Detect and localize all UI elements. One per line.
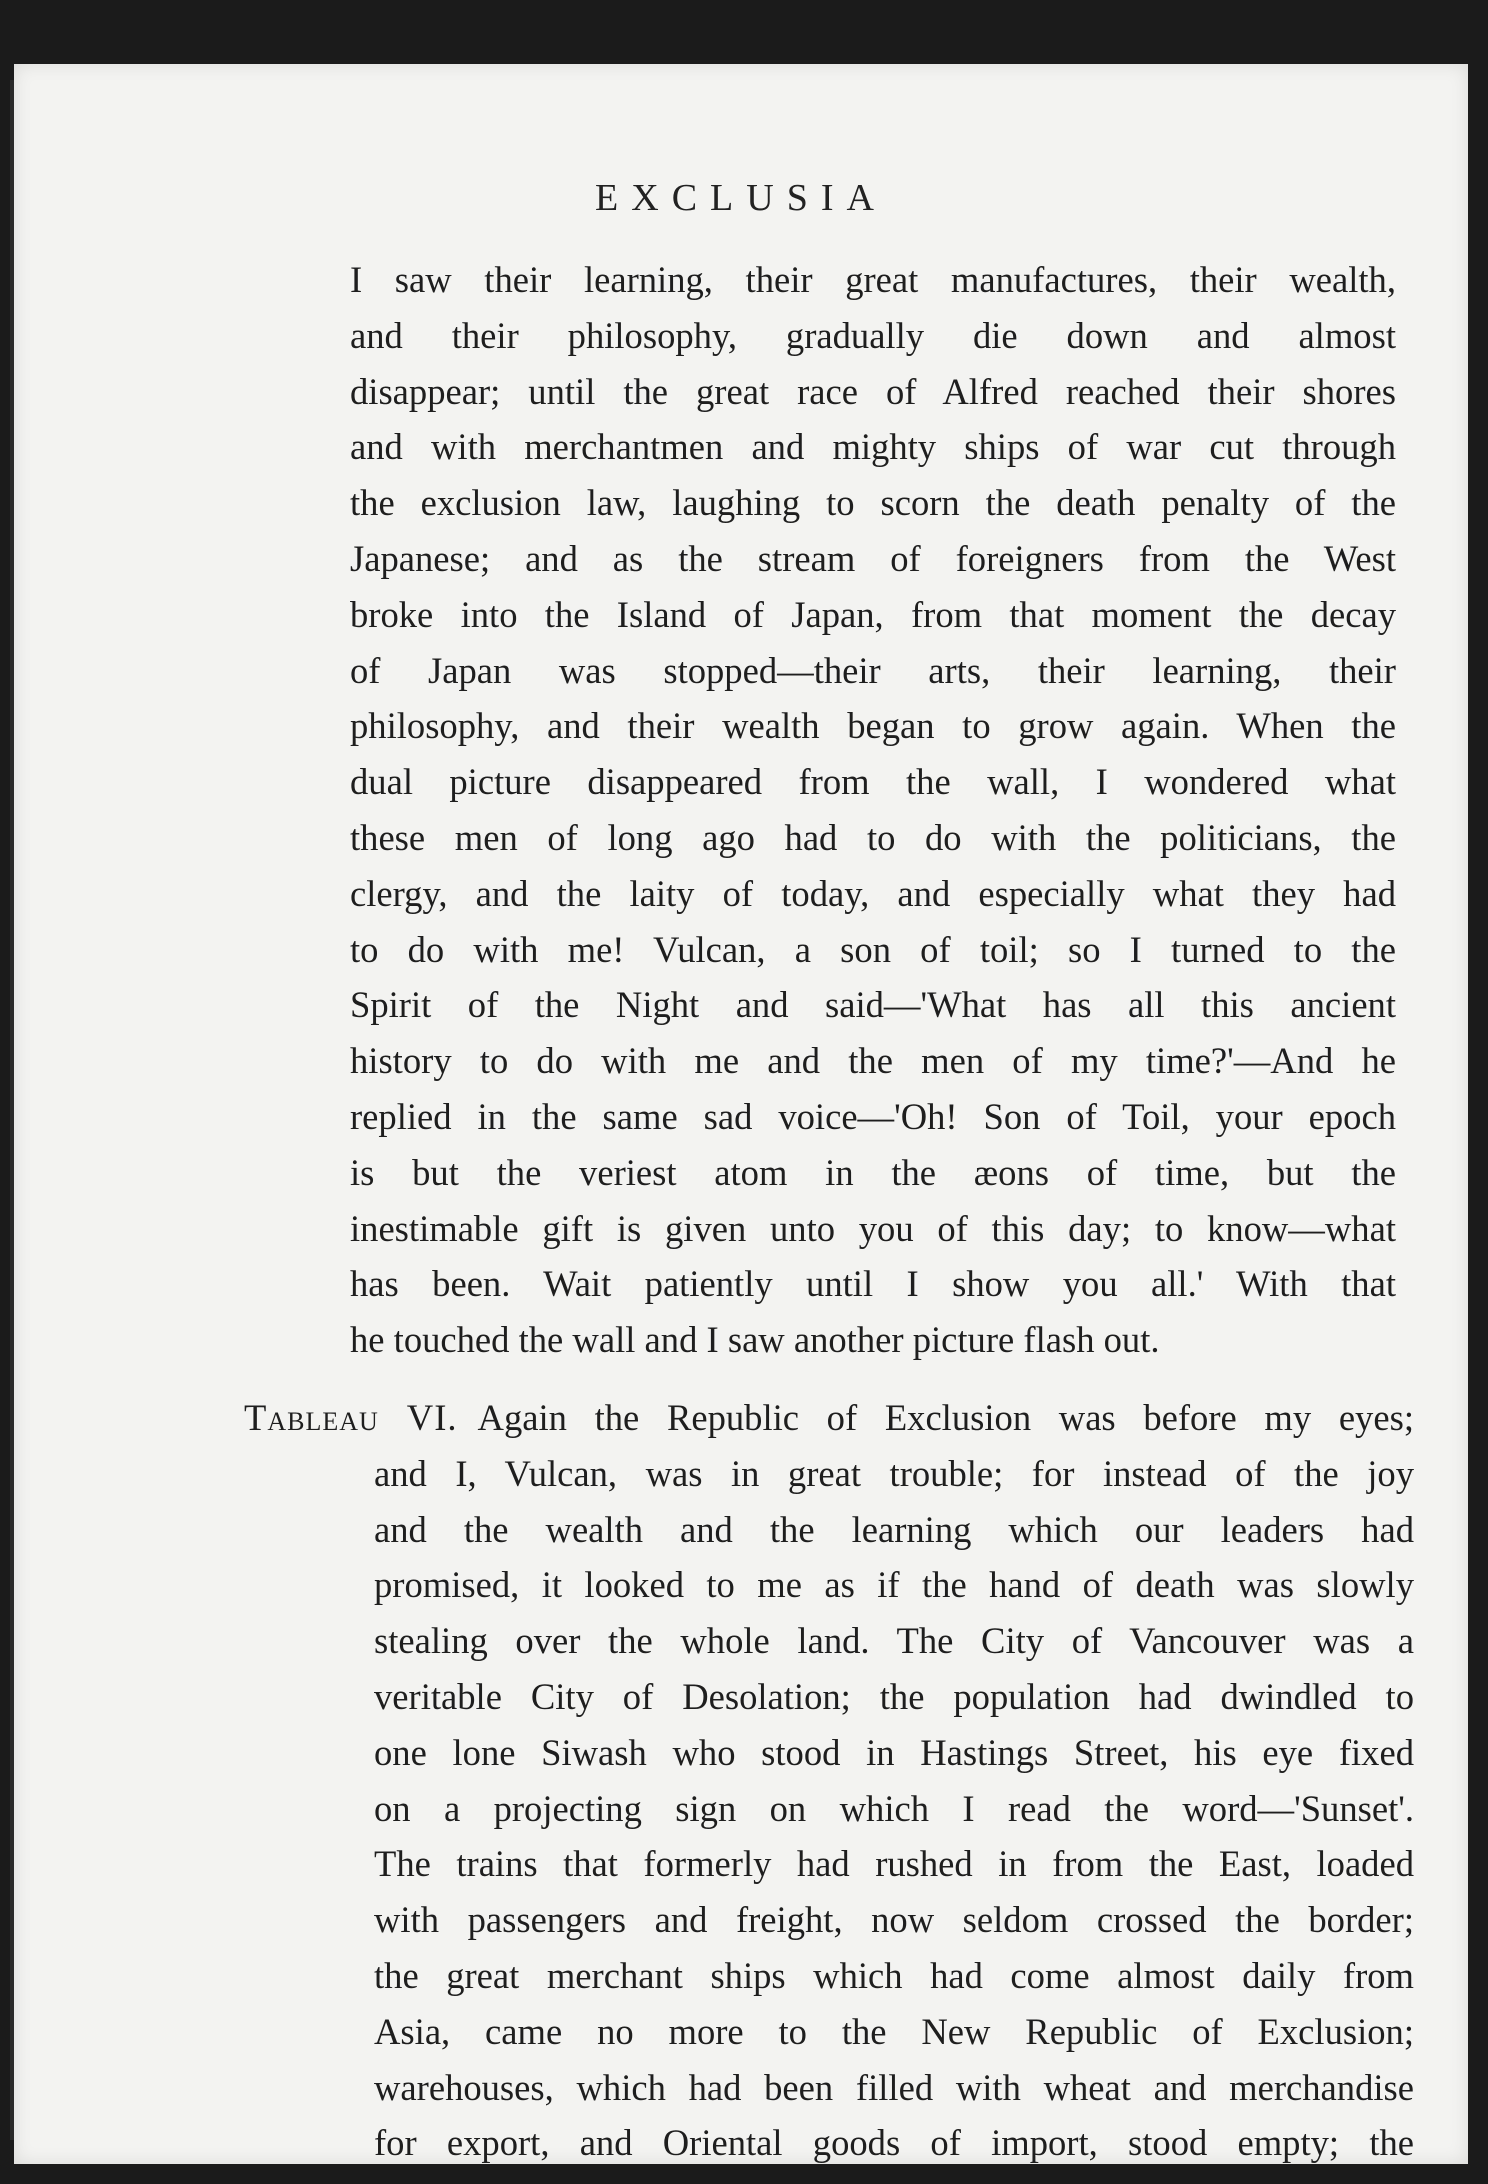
text-line: Asia, came no more to the New Republic of Exclusion; — [374, 2010, 1414, 2052]
text-line: of Japan was stopped—their arts, their learning, their — [350, 649, 1396, 691]
text-line: dual picture disappeared from the wall, I wondered what — [350, 761, 1396, 803]
text-line: promised, it looked to me as if the hand of death was slowly — [374, 1564, 1414, 1606]
text-line: these men of long ago had to do with the politicians, the — [350, 816, 1396, 858]
text-line: has been. Wait patiently until I show you all.' With that — [350, 1263, 1396, 1305]
text-line: to do with me! Vulcan, a son of toil; so I turned to the — [350, 928, 1396, 970]
text-line: with passengers and freight, now seldom crossed the border; — [374, 1899, 1414, 1941]
text-line: is but the veriest atom in the æons of time, but the — [350, 1151, 1396, 1193]
text-line — [244, 1390, 1414, 1446]
text-line: for export, and Oriental goods of import, stood empty; the — [374, 2122, 1414, 2164]
text-line: Japanese; and as the stream of foreigners from the West — [350, 537, 1396, 579]
text-line: The trains that formerly had rushed in from the East, loaded — [374, 1843, 1414, 1885]
text-line: and with merchantmen and mighty ships of war cut through — [350, 426, 1396, 468]
running-head: EXCLUSIA — [595, 177, 887, 219]
text-line: veritable City of Desolation; the population had dwindled to — [374, 1675, 1414, 1717]
text-line: and the wealth and the learning which our leaders had — [374, 1508, 1414, 1550]
text-line: the great merchant ships which had come almost daily from — [374, 1954, 1414, 1996]
text-line: clergy, and the laity of today, and especially what they had — [350, 872, 1396, 914]
text-line: replied in the same sad voice—'Oh! Son of Toil, your epoch — [350, 1095, 1396, 1137]
paragraph — [244, 1390, 1414, 2171]
text-line: inestimable gift is given unto you of this day; to know—what — [350, 1207, 1396, 1249]
text-line-content: Again the Republic of Exclusion was before my eyes; — [477, 1397, 1414, 1438]
text-line: disappear; until the great race of Alfred reached their shores — [350, 370, 1396, 412]
text-line: warehouses, which had been filled with wheat and merchandise — [374, 2066, 1414, 2108]
text-line: Spirit of the Night and said—'What has all this ancient — [350, 984, 1396, 1026]
text-line: I saw their learning, their great manufactures, their wealth, — [350, 259, 1396, 300]
text-line: he touched the wall and I saw another picture flash out. — [350, 1319, 1160, 1361]
text-line: on a projecting sign on which I read the word—'Sunset'. — [374, 1787, 1414, 1829]
paragraph — [350, 252, 1396, 1368]
text-line: and I, Vulcan, was in great trouble; for instead of the joy — [374, 1452, 1414, 1494]
tableau-label: Tableau VI. — [244, 1397, 458, 1438]
text-line: the exclusion law, laughing to scorn the death penalty of the — [350, 482, 1396, 524]
text-line: stealing over the whole land. The City of Vancouver was a — [374, 1620, 1414, 1662]
book-page — [14, 64, 1468, 2164]
text-line: philosophy, and their wealth began to grow again. When the — [350, 705, 1396, 747]
text-line: one lone Siwash who stood in Hastings Street, his eye fixed — [374, 1731, 1414, 1773]
text-line: and their philosophy, gradually die down and almost — [350, 314, 1396, 356]
text-line: broke into the Island of Japan, from that moment the decay — [350, 593, 1396, 635]
text-line: history to do with me and the men of my time?'—And he — [350, 1040, 1396, 1082]
